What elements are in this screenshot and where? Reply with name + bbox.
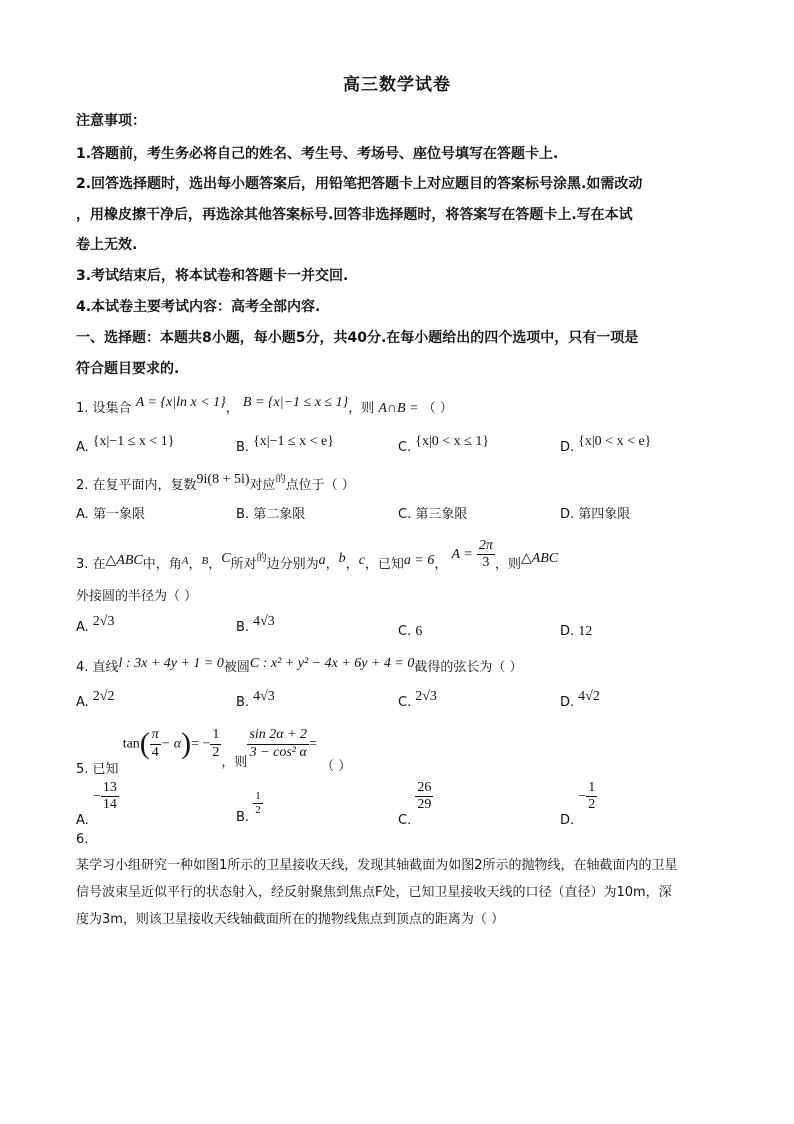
question-5-option-d: D. − $\frac{1}{2}$ (560, 780, 596, 829)
question-2-option-c: C. 第三象限 (398, 507, 468, 522)
question-3-triangle: △ABC (105, 553, 143, 569)
section-heading-line-2: 符合题目要求的. (76, 361, 180, 377)
section-heading-line-1: 一、选择题：本题共8小题，每小题5分，共40分.在每小题给出的四个选项中，只有一项是 (76, 330, 639, 346)
question-3-a-value: a = 6 (403, 553, 435, 569)
question-4: 4. 直线l : 3x + 4y + 1 = 0被圆C : x² + y² − 4x + 6y + 4 = 0截得的弦长为（ ） (76, 656, 523, 675)
notice-item-2-line-1: 2.回答选择题时，选出每小题答案后，用铅笔把答题卡上对应题目的答案标号涂黑.如需改动 (76, 176, 643, 192)
notice-item-2-line-3: 卷上无效. (76, 237, 138, 253)
question-1-comma: ， (225, 401, 239, 416)
question-1-option-a: A. {x|−1 ≤ x < 1} (76, 434, 175, 455)
question-1-expr: A∩B = (378, 401, 419, 416)
question-2-suffix: 点位于（ ） (285, 478, 355, 493)
question-1 (76, 397, 453, 417)
question-3-option-d: D. 12 (560, 624, 593, 639)
question-3-option-b: B. 4√3 (236, 614, 275, 635)
question-1-set-b: B = {x|−1 ≤ x ≤ 1} (242, 395, 349, 410)
question-1-option-d: D. {x|0 < x < e} (560, 434, 652, 455)
question-2-option-b: B. 第二象限 (236, 507, 306, 522)
question-2-small: 的 (275, 474, 286, 485)
question-5-one-half: $\frac{1}{2}$ (212, 727, 220, 760)
question-2-option-a: A. 第一象限 (76, 507, 145, 522)
question-1-paren: （ ） (422, 401, 453, 416)
question-1-prefix: 1. 设集合 (76, 401, 132, 416)
question-2-option-d: D. 第四象限 (560, 507, 631, 522)
question-3-option-a: A. 2√3 (76, 614, 115, 635)
notice-item-1: 1.答题前，考生务必将自己的姓名、考生号、考场号、座位号填写在答题卡上. (76, 146, 559, 162)
question-3-line-2: 外接圆的半径为（ ） (76, 589, 198, 604)
notice-item-4: 4.本试卷主要考试内容：高考全部内容. (76, 299, 321, 315)
notice-item-2-line-2: ，用橡皮擦干净后，再选涂其他答案标号.回答非选择题时，将答案写在答题卡上.写在本试 (76, 207, 633, 223)
notice-item-3: 3.考试结束后，将本试卷和答题卡一并交回. (76, 268, 349, 284)
question-2-prefix: 2. 在复平面内，复数 (76, 478, 197, 493)
question-2-mid: 对应 (249, 478, 276, 493)
question-2 (76, 474, 355, 494)
question-5-pi-over-4: $\frac{\pi}{4}$ (151, 727, 159, 760)
question-6-text: 某学习小组研究一种如图1所示的卫星接收天线，发现其轴截面为如图2所示的抛物线，在轴截面内的卫星 信号波束呈近似平行的状态射入，经反射聚焦到焦点F处，已知卫星接收天线的口径（直径）为10m，深 度为3m，则该卫星接收天线轴截面所在的抛物线焦点到顶点的距离为（ ） (76, 858, 678, 927)
question-3-angle-fraction: $\frac{2\pi}{3}$ (478, 538, 493, 571)
question-6-number: 6. (76, 832, 89, 847)
question-1-option-c: C. {x|0 < x ≤ 1} (398, 434, 490, 455)
question-1-option-b: B. {x|−1 ≤ x < e} (236, 434, 334, 455)
notice-heading: 注意事项： (76, 113, 146, 129)
question-2-expr: 9i(8 + 5i) (196, 472, 250, 487)
question-4-line-equation: l : 3x + 4y + 1 = 0 (118, 656, 224, 671)
question-5-option-b: B. $\frac{1}{2}$ (236, 790, 261, 825)
question-4-option-a: A. 2√2 (76, 689, 115, 710)
question-1-set-a: A = {x|ln x < 1} (135, 395, 226, 410)
page-title: 高三数学试卷 (343, 75, 451, 95)
question-1-mid: ，则 (348, 401, 375, 416)
question-3: 3. 在△ABC中，角$^A$，$^B$，C所对$^的$边分别为a，b，c，已知a = 6， A = $\frac{2\pi}{3}$ ，则△ABC (76, 538, 559, 573)
question-5-option-c: C. $\frac{26}{29}$ (398, 780, 432, 829)
question-5: 5. 已知 tan( $\frac{\pi}{4}$ − α)= − $\frac{1}{2}$ ，则 $\frac{\sin 2\alpha + 2}{\text{3 − cos² α}}$ = （ ） (76, 727, 352, 777)
question-5-option-a: A. − $\frac{13}{14}$ (76, 780, 117, 829)
question-3-option-c: C. 6 (398, 624, 423, 639)
question-5-expression: $\frac{\sin 2\alpha + 2}{\text{3 − cos² α}}$ (249, 727, 308, 760)
question-4-option-b: B. 4√3 (236, 689, 275, 710)
question-4-option-d: D. 4√2 (560, 689, 600, 710)
question-4-circle-equation: C : x² + y² − 4x + 6y + 4 = 0 (249, 656, 415, 671)
question-4-option-c: C. 2√3 (398, 689, 437, 710)
